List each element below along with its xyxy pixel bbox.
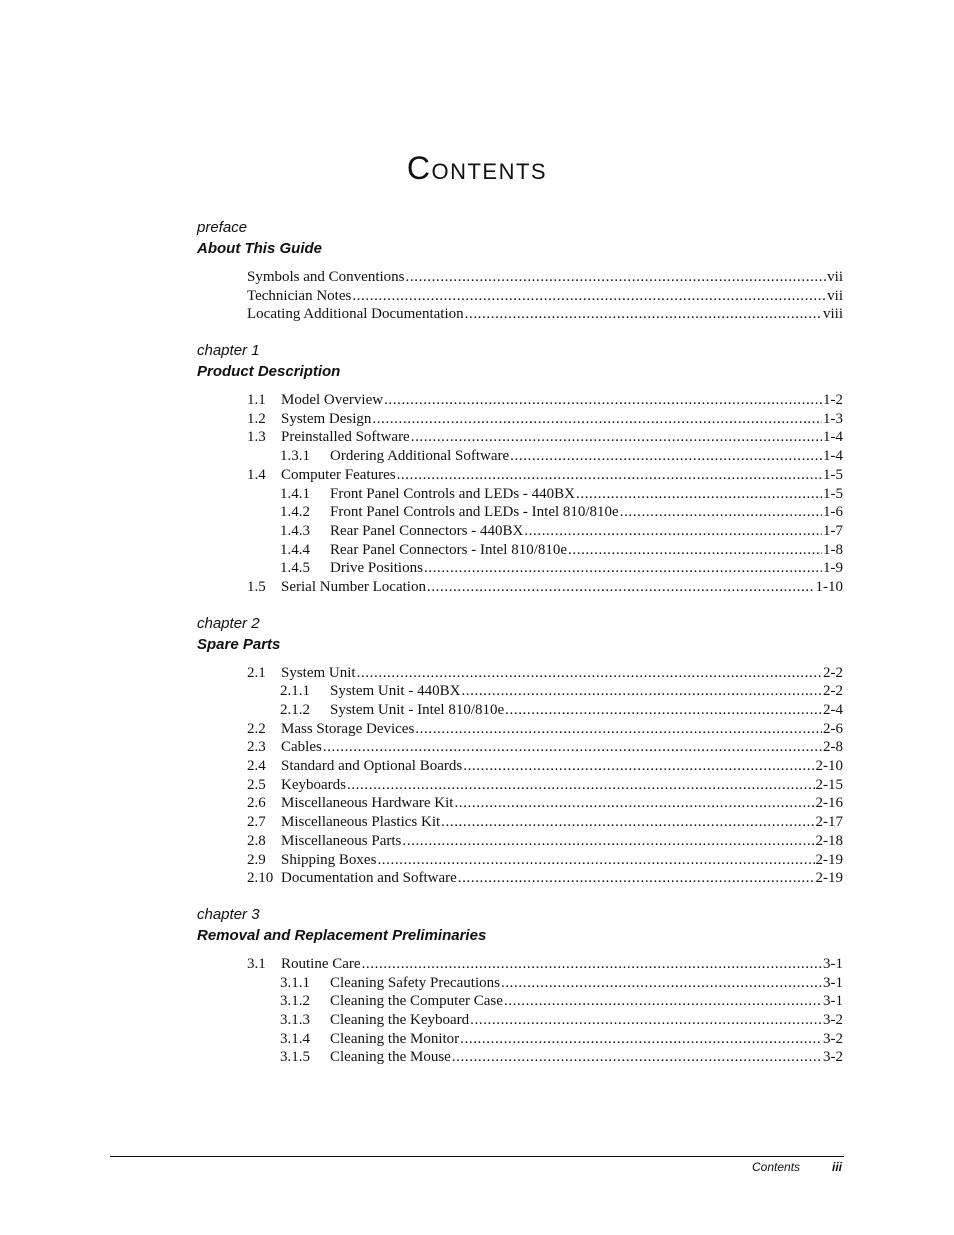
dot-leader [347,776,815,795]
dot-leader [510,447,822,466]
footer-rule [110,1156,844,1157]
entry-page-number: 2-8 [823,739,843,756]
dot-leader [461,682,822,701]
dot-leader [352,287,826,306]
dot-leader [372,410,822,429]
entry-number: 1.4.5 [280,560,310,577]
dot-leader [323,738,822,757]
entry-number: 1.4 [247,466,266,483]
entry-title: Front Panel Controls and LEDs - Intel 810/810e [330,504,619,521]
entry-title: Drive Positions [330,560,423,577]
entry-number: 1.4.3 [280,522,310,539]
toc-entry[interactable] [197,720,843,739]
entry-number: 2.1 [247,664,266,681]
toc-entry[interactable] [197,522,843,541]
entry-number: 1.5 [247,578,266,595]
entry-page-number: 2-15 [815,776,843,793]
toc-entry[interactable] [197,869,843,888]
entry-title: Ordering Additional Software [330,448,510,465]
toc-entry[interactable] [197,305,843,324]
toc-entry[interactable] [197,466,843,485]
entry-title: Shipping Boxes [281,851,377,868]
entry-title: Keyboards [281,776,346,793]
toc-entry[interactable] [197,287,843,306]
section-title: Removal and Replacement Preliminaries [197,926,487,944]
entry-page-number: 1-4 [823,429,843,446]
entry-page-number: 2-16 [815,795,843,812]
toc-entry[interactable] [197,738,843,757]
entry-title: Computer Features [281,466,396,483]
entry-title: System Unit [281,664,356,681]
toc-entry[interactable] [197,851,843,870]
entry-number: 3.1.3 [280,1011,310,1028]
dot-leader [465,305,822,324]
entry-page-number: 3-2 [823,1049,843,1066]
dot-leader [463,757,814,776]
entry-page-number: viii [822,306,843,323]
entry-number: 3.1.1 [280,974,310,991]
dot-leader [458,869,815,888]
entry-title: System Unit - Intel 810/810e [330,702,505,718]
entry-title: Serial Number Location [281,578,426,595]
toc-entry[interactable] [197,776,843,795]
entry-number: 1.2 [247,410,266,427]
dot-leader [377,851,814,870]
entry-page-number: 3-2 [823,1030,843,1047]
dot-leader [524,522,822,541]
entry-number: 2.4 [247,758,266,775]
entry-number: 2.10 [247,870,274,887]
entry-number: 2.7 [247,814,266,831]
entry-number: 3.1 [247,955,266,972]
entry-title: Symbols and Conventions [247,269,405,285]
entry-title: Preinstalled Software [281,429,410,446]
entry-number: 3.1.2 [280,993,310,1010]
entry-number: 1.4.1 [280,485,310,502]
entry-page-number: 1-6 [823,504,843,521]
entry-number: 1.3.1 [280,448,310,465]
entry-title: Model Overview [281,392,384,409]
section-label: preface [197,219,248,236]
dot-leader [470,1011,822,1030]
entry-number: 3.1.4 [280,1030,310,1047]
entry-page-number: 2-6 [823,720,843,737]
toc-section [197,614,843,888]
toc-section [197,218,843,324]
dot-leader [576,485,822,504]
dot-leader [427,578,815,597]
toc-entry[interactable] [197,447,843,466]
entry-title: Front Panel Controls and LEDs - 440BX [330,485,575,502]
toc-entry[interactable] [197,559,843,578]
entry-title: System Design [281,410,372,427]
entry-title: Cleaning Safety Precautions [330,974,500,991]
dot-leader [424,559,822,578]
dot-leader [505,701,822,720]
entry-page-number: 1-9 [823,560,843,577]
entry-page-number: 2-4 [823,702,843,718]
entry-title: Rear Panel Connectors - Intel 810/810e [330,541,568,558]
entry-number: 1.4.2 [280,504,310,521]
entry-page-number: 3-1 [823,993,843,1010]
section-label: chapter 1 [197,342,260,360]
dot-leader [411,428,822,447]
toc-entry[interactable] [197,503,843,522]
entry-title: System Unit - 440BX [330,683,461,700]
table-of-contents [197,218,843,1084]
entry-page-number: vii [827,269,843,285]
dot-leader [397,466,822,485]
entry-page-number: 3-2 [823,1011,843,1028]
entry-page-number: 1-5 [823,485,843,502]
section-label: chapter 2 [197,614,260,632]
entry-page-number: 2-19 [815,851,843,868]
toc-entry[interactable] [197,578,843,597]
section-title: Spare Parts [197,635,281,653]
dot-leader [501,974,822,993]
toc-entry[interactable] [197,1030,843,1049]
dot-leader [402,832,814,851]
entry-number: 3.1.5 [280,1049,310,1066]
dot-leader [441,813,814,832]
toc-entry[interactable] [197,410,843,429]
toc-entry[interactable] [197,268,843,287]
toc-entry[interactable] [197,955,843,974]
entry-number: 1.1 [247,392,266,409]
entry-number: 2.9 [247,851,266,868]
toc-entry[interactable] [197,813,843,832]
toc-entry[interactable] [197,485,843,504]
dot-leader [504,992,822,1011]
dot-leader [620,503,822,522]
toc-entry[interactable] [197,428,843,447]
entry-number: 2.8 [247,832,266,849]
section-title: Product Description [197,363,341,381]
toc-entry[interactable] [197,541,843,560]
dot-leader [415,720,822,739]
entry-page-number: 1-2 [823,392,843,409]
entry-number: 2.6 [247,795,266,812]
entry-title: Cleaning the Computer Case [330,993,503,1010]
toc-entry[interactable] [197,1048,843,1067]
toc-entry[interactable] [197,1011,843,1030]
entry-page-number: 3-1 [823,955,843,972]
toc-entry[interactable] [197,682,843,701]
entry-page-number: 1-7 [823,522,843,539]
toc-section [197,341,843,597]
entry-title: Routine Care [281,955,361,972]
entry-title: Cables [281,739,322,756]
entry-page-number: 2-18 [815,832,843,849]
toc-entry[interactable] [197,664,843,683]
dot-leader [568,541,822,560]
dot-leader [454,794,814,813]
entry-number: 2.5 [247,776,266,793]
entry-page-number: 2-2 [823,683,843,700]
dot-leader [362,955,822,974]
entry-title: Technician Notes [247,287,352,304]
entry-page-number: 1-3 [823,410,843,427]
entry-number: 2.3 [247,739,266,756]
toc-entry[interactable] [197,391,843,410]
dot-leader [406,268,827,287]
entry-title: Mass Storage Devices [281,720,415,737]
entry-page-number: 2-19 [815,870,843,887]
entry-page-number: 1-4 [823,448,843,465]
entry-title: Standard and Optional Boards [281,758,463,775]
toc-entry[interactable] [197,832,843,851]
dot-leader [384,391,822,410]
entry-title: Cleaning the Monitor [330,1030,460,1047]
entry-page-number: 1-8 [823,541,843,558]
entry-title: Rear Panel Connectors - 440BX [330,522,524,539]
entry-page-number: 2-2 [823,664,843,681]
entry-number: 2.1.2 [280,702,310,718]
entry-title: Cleaning the Keyboard [330,1011,470,1028]
entry-title: Cleaning the Mouse [330,1049,451,1066]
entry-page-number: 1-5 [823,466,843,483]
entry-page-number: 2-17 [815,814,843,831]
section-label: chapter 3 [197,905,260,923]
entry-page-number: 1-10 [815,578,843,595]
entry-number: 2.1.1 [280,683,310,700]
entry-number: 1.3 [247,429,266,446]
dot-leader [460,1030,822,1049]
footer-label: Contents [752,1160,801,1174]
entry-title: Miscellaneous Plastics Kit [281,814,441,831]
page-title: Contents [406,150,548,186]
section-title: About This Guide [197,240,322,257]
toc-entry[interactable] [197,992,843,1011]
entry-page-number: 2-10 [815,758,843,775]
toc-entry[interactable] [197,794,843,813]
toc-entry[interactable] [197,974,843,993]
toc-entry[interactable] [197,701,843,720]
entry-page-number: vii [827,287,843,304]
toc-entry[interactable] [197,757,843,776]
entry-number: 2.2 [247,720,266,737]
footer-page-number: iii [832,1160,843,1174]
entry-title: Miscellaneous Hardware Kit [281,795,454,812]
toc-section [197,905,843,1067]
entry-page-number: 3-1 [823,974,843,991]
dot-leader [357,664,822,683]
entry-number: 1.4.4 [280,541,310,558]
entry-title: Locating Additional Documentation [247,306,464,323]
entry-title: Miscellaneous Parts [281,832,402,849]
dot-leader [452,1048,822,1067]
entry-title: Documentation and Software [281,870,457,887]
